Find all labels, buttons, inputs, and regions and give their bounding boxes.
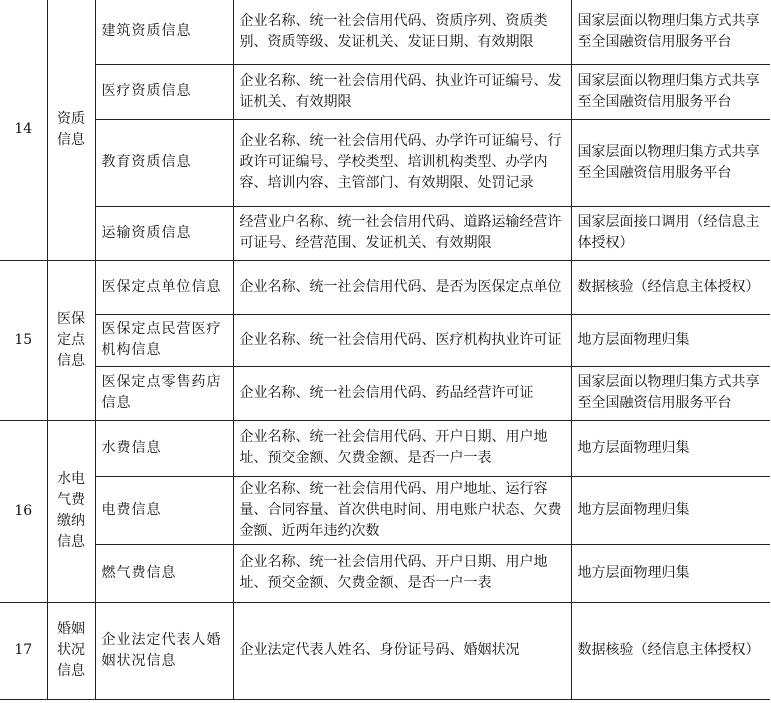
info-name-cell: 运输资质信息 (95, 206, 233, 260)
table-row (0, 119, 770, 206)
sharing-method-cell: 地方层面物理归集 (571, 476, 770, 544)
sharing-method-cell: 国家层面以物理归集方式共享至全国融资信用服务平台 (571, 366, 770, 420)
table-row (0, 366, 770, 420)
info-fields-cell: 企业名称、统一社会信用代码、药品经营许可证 (233, 366, 571, 420)
info-name-cell: 医疗资质信息 (95, 64, 233, 119)
row-number-cell: 17 (0, 602, 47, 699)
category-label: 资质信息 (57, 110, 85, 148)
table-row (0, 64, 770, 119)
category-label: 婚姻状况信息 (57, 621, 85, 679)
info-fields-cell: 企业名称、统一社会信用代码、用户地址、运行容量、合同容量、首次供电时间、用电账户状态、欠费金额、近两年违约次数 (233, 476, 571, 544)
sharing-method-cell: 数据核验（经信息主体授权） (571, 602, 770, 699)
table-row (0, 602, 770, 699)
row-number-cell: 14 (0, 0, 47, 260)
category-label: 水电气费缴纳信息 (57, 471, 85, 550)
info-name-cell: 医保定点单位信息 (95, 260, 233, 314)
category-cell (47, 260, 95, 420)
row-number-cell: 15 (0, 260, 47, 420)
info-name-cell: 燃气费信息 (95, 544, 233, 602)
info-fields-cell: 企业名称、统一社会信用代码、执业许可证编号、发证机关、有效期限 (233, 64, 571, 119)
info-fields-cell: 企业名称、统一社会信用代码、开户日期、用户地址、预交金额、欠费金额、是否一户一表 (233, 420, 571, 476)
table-row (0, 314, 770, 366)
sharing-method-cell: 国家层面以物理归集方式共享至全国融资信用服务平台 (571, 0, 770, 64)
info-fields-cell: 企业法定代表人姓名、身份证号码、婚姻状况 (233, 602, 571, 699)
category-cell (47, 420, 95, 602)
table-row (0, 260, 770, 314)
sharing-method-cell: 国家层面以物理归集方式共享至全国融资信用服务平台 (571, 119, 770, 206)
info-fields-cell: 企业名称、统一社会信用代码、是否为医保定点单位 (233, 260, 571, 314)
info-name-cell: 建筑资质信息 (95, 0, 233, 64)
category-cell (47, 0, 95, 260)
sharing-method-cell: 数据核验（经信息主体授权） (571, 260, 770, 314)
category-label: 医保定点信息 (57, 310, 85, 369)
sharing-method-cell: 地方层面物理归集 (571, 420, 770, 476)
table-row (0, 544, 770, 602)
table-row (0, 0, 770, 64)
info-name-cell: 教育资质信息 (95, 119, 233, 206)
info-fields-cell: 企业名称、统一社会信用代码、资质序列、资质类别、资质等级、发证机关、发证日期、有效期限 (233, 0, 571, 64)
info-name-cell: 企业法定代表人婚姻状况信息 (95, 602, 233, 699)
info-fields-cell: 企业名称、统一社会信用代码、医疗机构执业许可证 (233, 314, 571, 366)
sharing-method-cell: 国家层面以物理归集方式共享至全国融资信用服务平台 (571, 64, 770, 119)
info-fields-cell: 企业名称、统一社会信用代码、开户日期、用户地址、预交金额、欠费金额、是否一户一表 (233, 544, 571, 602)
table-row (0, 420, 770, 476)
info-name-cell: 电费信息 (95, 476, 233, 544)
sharing-method-cell: 国家层面接口调用（经信息主体授权） (571, 206, 770, 260)
info-fields-cell: 企业名称、统一社会信用代码、办学许可证编号、行政许可证编号、学校类型、培训机构类型、办学内容、培训内容、主管部门、有效期限、处罚记录 (233, 119, 571, 206)
info-name-cell: 水费信息 (95, 420, 233, 476)
info-fields-cell: 经营业户名称、统一社会信用代码、道路运输经营许可证号、经营范围、发证机关、有效期限 (233, 206, 571, 260)
row-number-cell: 16 (0, 420, 47, 602)
info-name-cell: 医保定点零售药店信息 (95, 366, 233, 420)
category-cell (47, 602, 95, 699)
info-name-cell: 医保定点民营医疗机构信息 (95, 314, 233, 366)
table-row (0, 206, 770, 260)
sharing-method-cell: 地方层面物理归集 (571, 314, 770, 366)
sharing-method-cell: 地方层面物理归集 (571, 544, 770, 602)
table-row (0, 476, 770, 544)
